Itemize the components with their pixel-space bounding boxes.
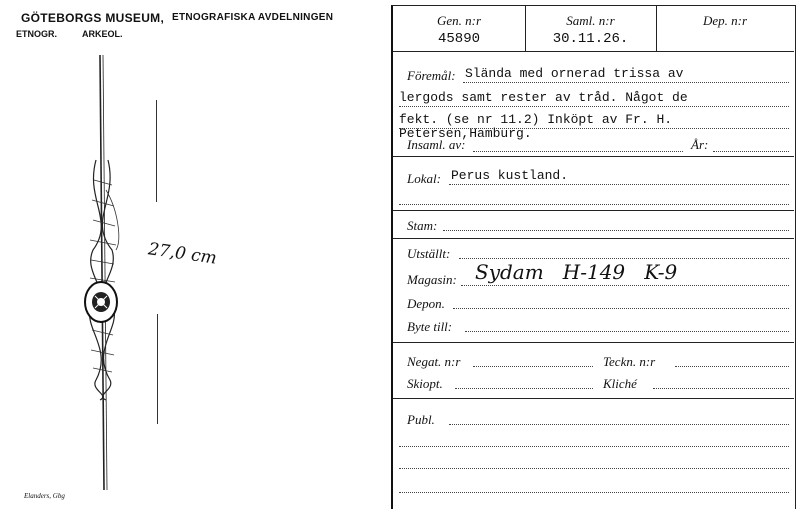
measurement-note: 27,0 cm <box>146 239 218 269</box>
dotted-line <box>653 388 789 389</box>
dotted-line <box>443 230 789 231</box>
spindle-drawing <box>60 50 150 500</box>
ar-label: År: <box>691 137 709 152</box>
saml-number-value: 30.11.26. <box>552 31 629 47</box>
saml-number-cell <box>525 6 657 51</box>
card-header <box>393 6 794 52</box>
magasin-label: Magasin: <box>407 272 457 287</box>
measure-line-bottom <box>157 314 158 424</box>
dotted-line <box>473 366 593 367</box>
dotted-line <box>713 151 789 152</box>
dotted-line <box>399 446 789 447</box>
label-etnogr: ETNOGR. <box>16 29 58 39</box>
dotted-line <box>465 331 789 332</box>
separator <box>393 156 794 157</box>
dotted-line <box>449 424 789 425</box>
negat-label: Negat. n:r <box>407 354 461 369</box>
museum-name: GÖTEBORGS MUSEUM, <box>21 11 165 25</box>
dotted-line <box>461 285 789 286</box>
gen-number-cell <box>393 6 526 51</box>
kliche-label: Kliché <box>603 376 637 391</box>
dotted-line <box>449 184 789 185</box>
insaml-label: Insaml. av: <box>407 137 466 152</box>
magasin-value: Sydam H-149 K-9 <box>475 260 678 284</box>
catalog-card <box>391 5 796 509</box>
lokal-label: Lokal: <box>407 171 441 186</box>
dotted-line <box>675 366 789 367</box>
dotted-line <box>399 204 789 205</box>
label-arkeol: ARKEOL. <box>82 29 123 39</box>
dotted-line <box>455 388 593 389</box>
teckn-label: Teckn. n:r <box>603 354 656 369</box>
dotted-line <box>399 468 789 469</box>
foremal-label: Föremål: <box>407 68 456 83</box>
skiopt-label: Skiopt. <box>407 376 443 391</box>
separator <box>393 238 794 239</box>
separator <box>393 398 794 399</box>
lokal-value: Perus kustland. <box>451 168 569 183</box>
gen-number-value: 45890 <box>437 31 480 47</box>
foremal-line-1: Slända med ornerad trissa av <box>465 66 684 81</box>
dotted-line <box>473 151 683 152</box>
dep-number-cell <box>656 6 794 51</box>
depon-label: Depon. <box>407 296 445 311</box>
separator <box>393 342 794 343</box>
publ-label: Publ. <box>407 412 435 427</box>
dep-number-label: Dep. n:r <box>702 13 748 28</box>
foremal-line-2: lergods samt rester av tråd. Något de <box>399 90 688 105</box>
saml-number-label: Saml. n:r <box>566 13 615 28</box>
byte-label: Byte till: <box>407 319 453 334</box>
measure-line-top <box>156 100 157 202</box>
dotted-line <box>399 106 789 107</box>
dotted-line <box>463 82 789 83</box>
dotted-line <box>453 308 789 309</box>
separator <box>393 210 794 211</box>
utstallt-label: Utställt: <box>407 246 451 261</box>
gen-number-label: Gen. n:r <box>436 13 482 28</box>
printer-mark: Elanders, Gbg <box>24 492 65 500</box>
dotted-line <box>399 492 789 493</box>
dotted-line <box>459 258 789 259</box>
stam-label: Stam: <box>407 218 438 233</box>
foremal-line-3: fekt. (se nr 11.2) Inköpt av Fr. H. <box>399 112 673 127</box>
department-name: ETNOGRAFISKA AVDELNINGEN <box>172 12 334 23</box>
foremal-line-4: Petersen,Hamburg. <box>399 126 532 141</box>
